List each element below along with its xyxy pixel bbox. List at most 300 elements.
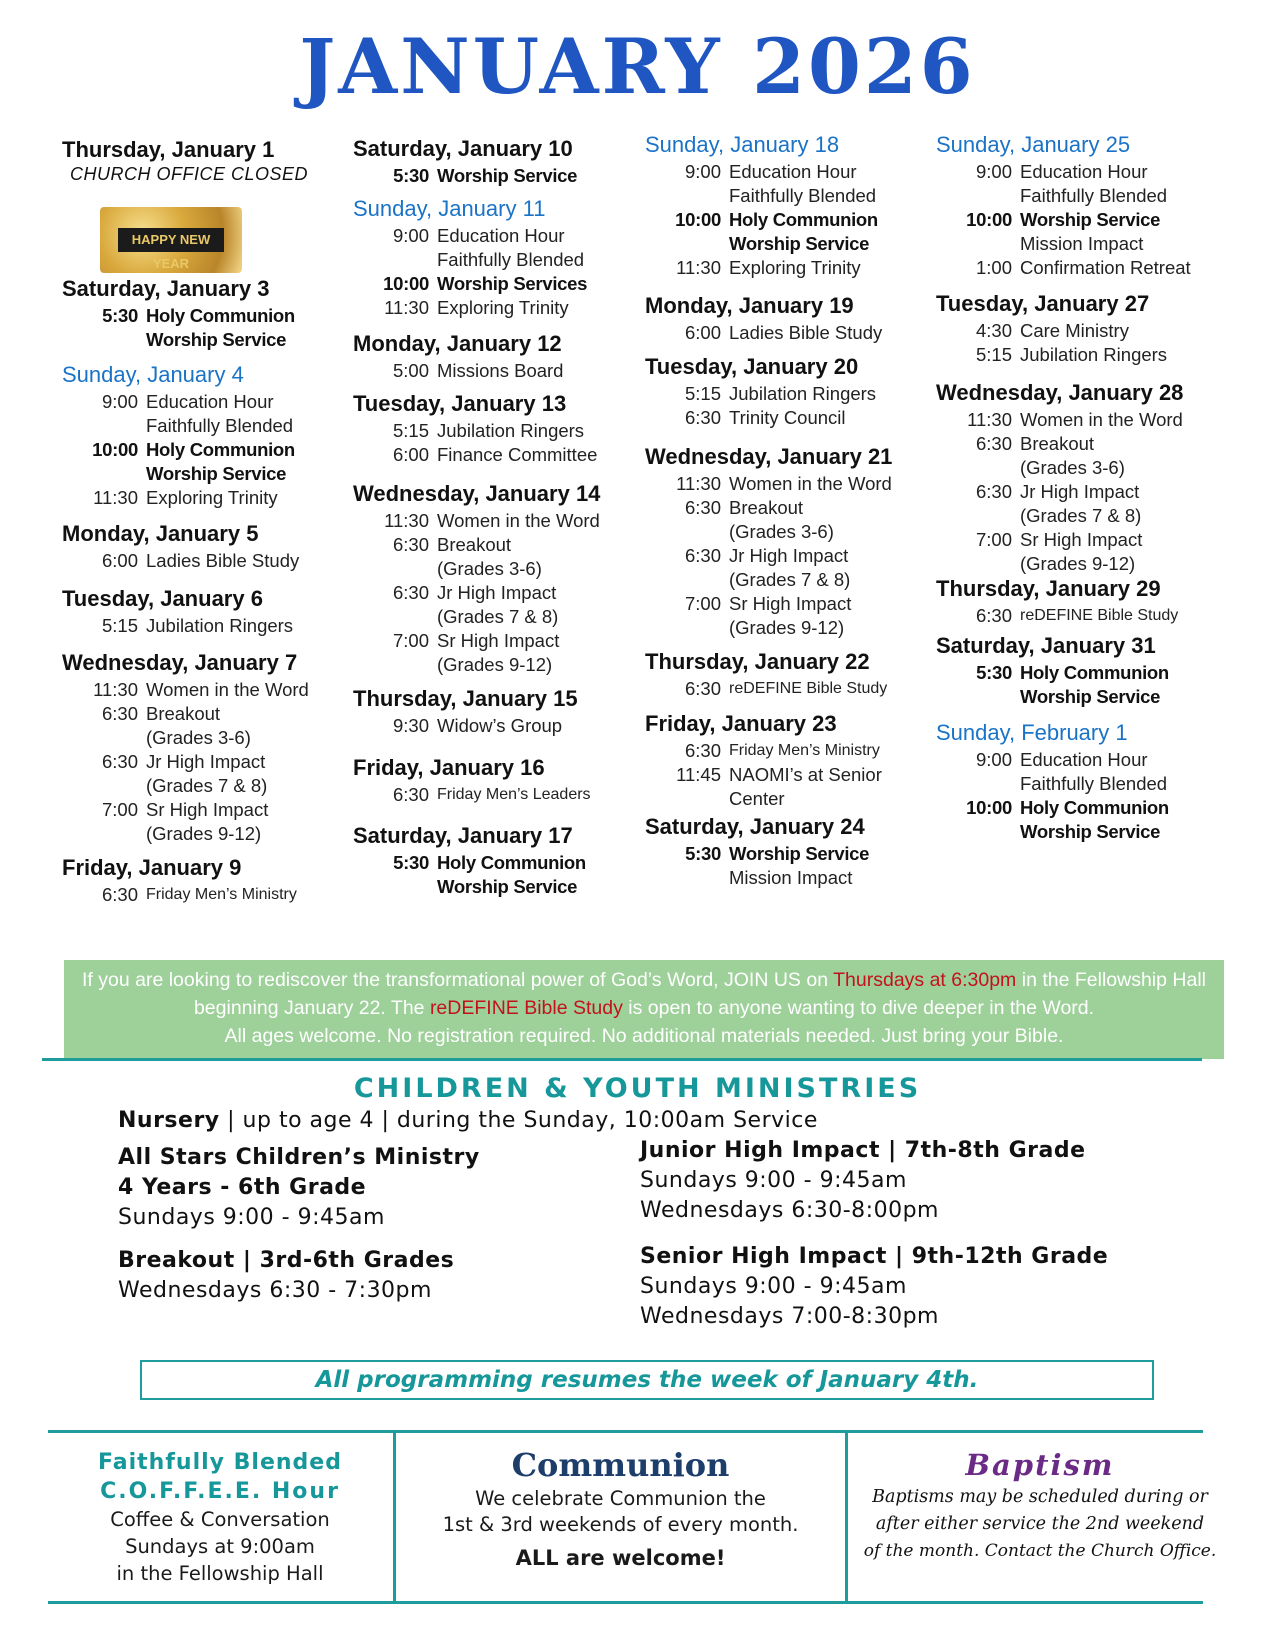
event-title: Holy Communion [729,209,878,230]
event-time [936,456,1020,480]
divider [845,1433,848,1601]
event-title: (Grades 3-6) [437,558,542,579]
banner-highlight-study: reDEFINE Bible Study [429,997,623,1019]
event-time [645,568,729,592]
event-title: Faithfully Blended [729,185,877,206]
event-title: Education Hour [729,161,857,182]
event-time [936,552,1020,576]
event-row [936,232,1236,256]
all-stars-time: Sundays 9:00 - 9:45am [118,1205,385,1230]
event-time: 6:30 [684,497,721,518]
event-time: 6:30 [101,884,138,905]
banner-text: All ages welcome. No registration required. No additional materials needed. Just bring your Bible. [224,1025,1064,1047]
event-title: Center [729,788,785,809]
event-title: Worship Service [437,165,578,186]
event-time: 9:00 [101,391,138,412]
event-time: 5:30 [685,843,721,864]
event-row [353,653,653,677]
event-title: Finance Committee [437,444,598,465]
event-row [353,272,653,296]
event-row [936,480,1236,504]
event-row [645,544,945,568]
event-time: 10:00 [966,209,1012,230]
event-row [645,842,945,866]
event-time [353,653,437,677]
event-time: 6:30 [392,534,429,555]
event-title: Faithfully Blended [146,415,294,436]
day-heading: Tuesday, January 20 [645,354,859,379]
event-time [645,616,729,640]
event-title: (Grades 9-12) [146,823,262,844]
event-title: Worship Service [146,329,287,350]
event-title: (Grades 9-12) [729,617,845,638]
event-row [936,408,1236,432]
event-row [645,208,945,232]
event-title: Care Ministry [1020,320,1129,341]
event-title: Holy Communion [1020,797,1169,818]
event-row [936,685,1236,709]
event-title: Holy Communion [146,439,295,460]
event-time: 9:00 [975,749,1012,770]
event-row [645,568,945,592]
day-entry [936,720,1236,844]
day-entry [62,137,362,271]
event-title: Worship Service [1020,686,1161,707]
event-title: Education Hour [437,225,565,246]
day-entry [645,649,945,701]
event-row [62,678,362,702]
event-title: Sr High Impact [729,593,852,614]
event-time [936,685,1020,709]
event-title: Friday Men’s Ministry [146,886,297,903]
event-title: Jubilation Ringers [146,615,294,636]
day-heading: Thursday, January 15 [353,686,578,711]
event-time [936,232,1020,256]
event-row [353,714,653,738]
event-row [62,414,362,438]
event-title: Exploring Trinity [437,297,569,318]
ministries-title: CHILDREN & YOUTH MINISTRIES [353,1073,922,1104]
event-row [936,796,1236,820]
event-row [936,528,1236,552]
event-row [645,256,945,280]
baptism-line: of the month. Contact the Church Office. [863,1541,1217,1561]
all-stars-grades: 4 Years - 6th Grade [118,1175,367,1200]
event-row [936,256,1236,280]
day-entry [353,755,653,807]
happy-new-year-label: HAPPY NEW YEAR [118,228,224,252]
coffee-hour [50,1448,390,1587]
event-time: 10:00 [92,439,138,460]
event-title: Worship Service [729,843,870,864]
event-time: 7:00 [684,593,721,614]
day-entry [936,132,1236,280]
baptism [850,1446,1230,1565]
day-heading: Tuesday, January 27 [936,291,1150,316]
day-entry [62,650,362,846]
event-time: 9:00 [684,161,721,182]
event-time [353,605,437,629]
junior-high-wednesday: Wednesdays 6:30-8:00pm [640,1198,939,1223]
event-title: Women in the Word [729,473,892,494]
event-title: (Grades 3-6) [729,521,834,542]
event-row [645,616,945,640]
day-heading: Thursday, January 29 [936,576,1161,601]
senior-high [640,1242,1200,1332]
day-entry [645,293,945,345]
event-row [645,232,945,256]
event-title: Breakout [146,703,221,724]
day-heading: Sunday, January 18 [645,132,840,157]
event-time [645,520,729,544]
event-title: Jr High Impact [1020,481,1140,502]
event-row [353,224,653,248]
event-time [62,328,146,352]
day-heading: Saturday, January 17 [353,823,573,848]
event-title: reDEFINE Bible Study [729,680,888,697]
event-row [936,504,1236,528]
event-time: 1:00 [975,257,1012,278]
day-heading: Thursday, January 22 [645,649,870,674]
event-time: 5:00 [392,360,429,381]
day-heading: Monday, January 5 [62,521,259,546]
event-row [62,549,362,573]
event-time: 11:30 [676,257,721,278]
event-time: 9:00 [975,161,1012,182]
event-row [353,509,653,533]
event-title: (Grades 7 & 8) [437,606,559,627]
event-time: 6:30 [392,784,429,805]
event-time: 5:15 [101,615,138,636]
coffee-title: Faithfully Blended [98,1450,342,1475]
event-title: Breakout [1020,433,1095,454]
event-time: 6:30 [684,407,721,428]
banner-text: is open to anyone wanting to dive deeper in the Word. [622,997,1095,1019]
day-heading: Saturday, January 3 [62,276,270,301]
event-time: 5:15 [975,344,1012,365]
event-row [645,160,945,184]
coffee-subtitle: C.O.F.F.E.E. Hour [100,1479,340,1504]
event-title: Mission Impact [729,867,853,888]
event-title: Trinity Council [729,407,846,428]
day-entry [353,391,653,467]
event-row [936,456,1236,480]
event-time: 9:30 [392,715,429,736]
event-time [645,232,729,256]
event-row [936,820,1236,844]
event-time: 6:30 [975,605,1012,626]
event-row [645,520,945,544]
event-title: Sr High Impact [146,799,269,820]
event-title: Education Hour [146,391,274,412]
event-row [645,787,945,811]
event-time: 9:00 [392,225,429,246]
day-entry [645,711,945,811]
event-row [645,677,945,701]
event-title: Exploring Trinity [729,257,861,278]
event-row [62,462,362,486]
event-time: 6:30 [684,740,721,761]
day-heading: Tuesday, January 13 [353,391,567,416]
event-title: Worship Service [1020,821,1161,842]
event-title: (Grades 7 & 8) [146,775,268,796]
day-entry [645,132,945,280]
event-time [645,866,729,890]
event-time: 6:30 [975,433,1012,454]
event-time [62,774,146,798]
day-entry [645,814,945,890]
event-row [645,321,945,345]
event-title: Ladies Bible Study [146,550,300,571]
event-time: 5:15 [684,383,721,404]
day-entry [936,576,1236,628]
event-time: 11:30 [93,487,138,508]
event-time [62,462,146,486]
day-heading: Wednesday, January 14 [353,481,601,506]
event-title: (Grades 3-6) [146,727,251,748]
event-time: 6:30 [684,678,721,699]
day-heading: Friday, January 23 [645,711,837,736]
event-row [645,496,945,520]
event-row [353,605,653,629]
event-title: Women in the Word [146,679,309,700]
happy-new-year-image [100,207,242,273]
day-entry [353,481,653,677]
event-title: Women in the Word [1020,409,1183,430]
baptism-title: Baptism [965,1448,1115,1482]
event-title: Widow’s Group [437,715,563,736]
event-title: Jubilation Ringers [1020,344,1168,365]
event-time [645,787,729,811]
event-time: 5:30 [393,852,429,873]
day-entry [353,823,653,899]
event-time: 11:30 [384,510,429,531]
event-row [936,319,1236,343]
event-time [353,557,437,581]
senior-high-wednesday: Wednesdays 7:00-8:30pm [640,1304,939,1329]
nursery-name: Nursery [118,1108,220,1133]
event-title: (Grades 9-12) [1020,553,1136,574]
event-row [353,581,653,605]
resume-notice: All programming resumes the week of January 4th. [140,1360,1154,1400]
event-row [936,184,1236,208]
day-entry [353,331,653,383]
event-row [353,557,653,581]
event-time: 11:30 [676,473,721,494]
day-entry [353,196,653,320]
event-title: (Grades 7 & 8) [1020,505,1142,526]
event-time: 5:30 [393,165,429,186]
event-title: Worship Service [729,233,870,254]
baptism-line: Baptisms may be scheduled during or [872,1487,1208,1507]
baptism-line: after either service the 2nd weekend [875,1514,1205,1534]
day-entry [62,521,362,573]
event-time: 6:00 [684,322,721,343]
event-time [62,726,146,750]
event-title: Faithfully Blended [1020,185,1168,206]
day-heading: Wednesday, January 7 [62,650,298,675]
senior-high-title: Senior High Impact | 9th-12th Grade [640,1244,1109,1269]
day-heading: Saturday, January 24 [645,814,865,839]
event-row [62,702,362,726]
event-time [936,504,1020,528]
event-time: 11:30 [967,409,1012,430]
day-heading: Friday, January 9 [62,855,242,880]
event-title: (Grades 9-12) [437,654,553,675]
banner-highlight-time: Thursdays at 6:30pm [833,969,1017,991]
day-heading: Monday, January 19 [645,293,854,318]
event-row [62,438,362,462]
day-entry [62,276,362,352]
event-time: 6:30 [975,481,1012,502]
event-time: 11:30 [93,679,138,700]
event-title: Education Hour [1020,161,1148,182]
event-row [353,443,653,467]
event-row [936,208,1236,232]
event-row [645,866,945,890]
event-title: Breakout [729,497,804,518]
event-title: Confirmation Retreat [1020,257,1191,278]
event-title: Jr High Impact [729,545,849,566]
day-entry [62,586,362,638]
event-title: NAOMI’s at Senior [729,764,882,785]
event-row [62,883,362,907]
event-title: Missions Board [437,360,564,381]
event-row [936,604,1236,628]
event-title: Ladies Bible Study [729,322,883,343]
event-title: Holy Communion [437,852,586,873]
event-row [62,774,362,798]
event-title: (Grades 3-6) [1020,457,1125,478]
event-time: 10:00 [966,797,1012,818]
event-title: Friday Men’s Leaders [437,786,591,803]
day-heading: Thursday, January 1 [62,137,275,162]
event-row [353,629,653,653]
banner-text: in the Fellowship Hall beginning January 22. The [193,969,1206,1019]
event-title: Exploring Trinity [146,487,278,508]
day-heading: Friday, January 16 [353,755,545,780]
event-row [353,783,653,807]
communion [398,1444,843,1578]
event-title: Worship Service [1020,209,1161,230]
day-heading: Sunday, January 4 [62,362,244,387]
event-row [645,763,945,787]
event-title: Holy Communion [146,305,295,326]
day-heading: Sunday, February 1 [936,720,1128,745]
event-title: Jr High Impact [437,582,557,603]
event-title: Worship Services [437,273,588,294]
event-time [62,822,146,846]
event-row [936,661,1236,685]
event-time: 6:30 [392,582,429,603]
event-row [353,359,653,383]
event-time: 6:30 [101,751,138,772]
page-title: JANUARY 2026 [299,22,976,111]
nursery [118,1106,1118,1136]
event-time: 7:00 [101,799,138,820]
event-row [62,798,362,822]
event-time [936,772,1020,796]
event-title: Breakout [437,534,512,555]
communion-line: 1st & 3rd weekends of every month. [442,1513,799,1536]
nursery-detail: | up to age 4 | during the Sunday, 10:00am Service [219,1108,818,1133]
event-title: Women in the Word [437,510,600,531]
event-row [62,822,362,846]
day-entry [353,686,653,738]
event-title: Friday Men’s Ministry [729,742,880,759]
event-row [645,382,945,406]
event-title: Worship Service [146,463,287,484]
event-time [353,875,437,899]
event-row [645,406,945,430]
day-heading: Wednesday, January 21 [645,444,893,469]
communion-line: We celebrate Communion the [475,1487,766,1510]
office-closed-note: CHURCH OFFICE CLOSED [70,164,309,184]
junior-high-sunday: Sundays 9:00 - 9:45am [640,1168,907,1193]
day-entry [62,855,362,907]
redefine-banner [64,960,1224,1059]
junior-high [640,1136,1200,1226]
day-entry [353,136,653,188]
day-entry [936,633,1236,709]
event-title: Sr High Impact [437,630,560,651]
event-time [936,184,1020,208]
event-time: 10:00 [383,273,429,294]
event-time: 5:30 [976,662,1012,683]
event-row [62,390,362,414]
day-heading: Monday, January 12 [353,331,562,356]
event-row [353,296,653,320]
event-row [353,533,653,557]
event-title: Jr High Impact [146,751,266,772]
event-row [62,328,362,352]
event-row [62,614,362,638]
event-row [645,184,945,208]
event-row [936,343,1236,367]
breakout-time: Wednesdays 6:30 - 7:30pm [118,1278,432,1303]
event-title: Holy Communion [1020,662,1169,683]
divider [393,1433,396,1601]
event-title: Faithfully Blended [1020,773,1168,794]
day-entry [645,354,945,430]
event-title: Jubilation Ringers [729,383,877,404]
event-time: 5:15 [392,420,429,441]
event-row [645,739,945,763]
event-title: Education Hour [1020,749,1148,770]
breakout-title: Breakout | 3rd-6th Grades [118,1248,455,1273]
event-row [353,164,653,188]
event-time: 6:00 [101,550,138,571]
day-heading: Saturday, January 10 [353,136,573,161]
event-row [62,726,362,750]
event-row [936,432,1236,456]
event-row [62,750,362,774]
event-row [936,748,1236,772]
event-row [645,472,945,496]
event-time: 11:45 [676,764,721,785]
event-title: reDEFINE Bible Study [1020,607,1179,624]
communion-welcome: ALL are welcome! [515,1546,726,1570]
event-time [353,248,437,272]
day-entry [936,380,1236,576]
event-title: (Grades 7 & 8) [729,569,851,590]
event-row [936,160,1236,184]
event-row [936,772,1236,796]
day-heading: Sunday, January 11 [353,196,546,221]
event-row [62,304,362,328]
event-title: Sr High Impact [1020,529,1143,550]
event-time: 4:30 [975,320,1012,341]
